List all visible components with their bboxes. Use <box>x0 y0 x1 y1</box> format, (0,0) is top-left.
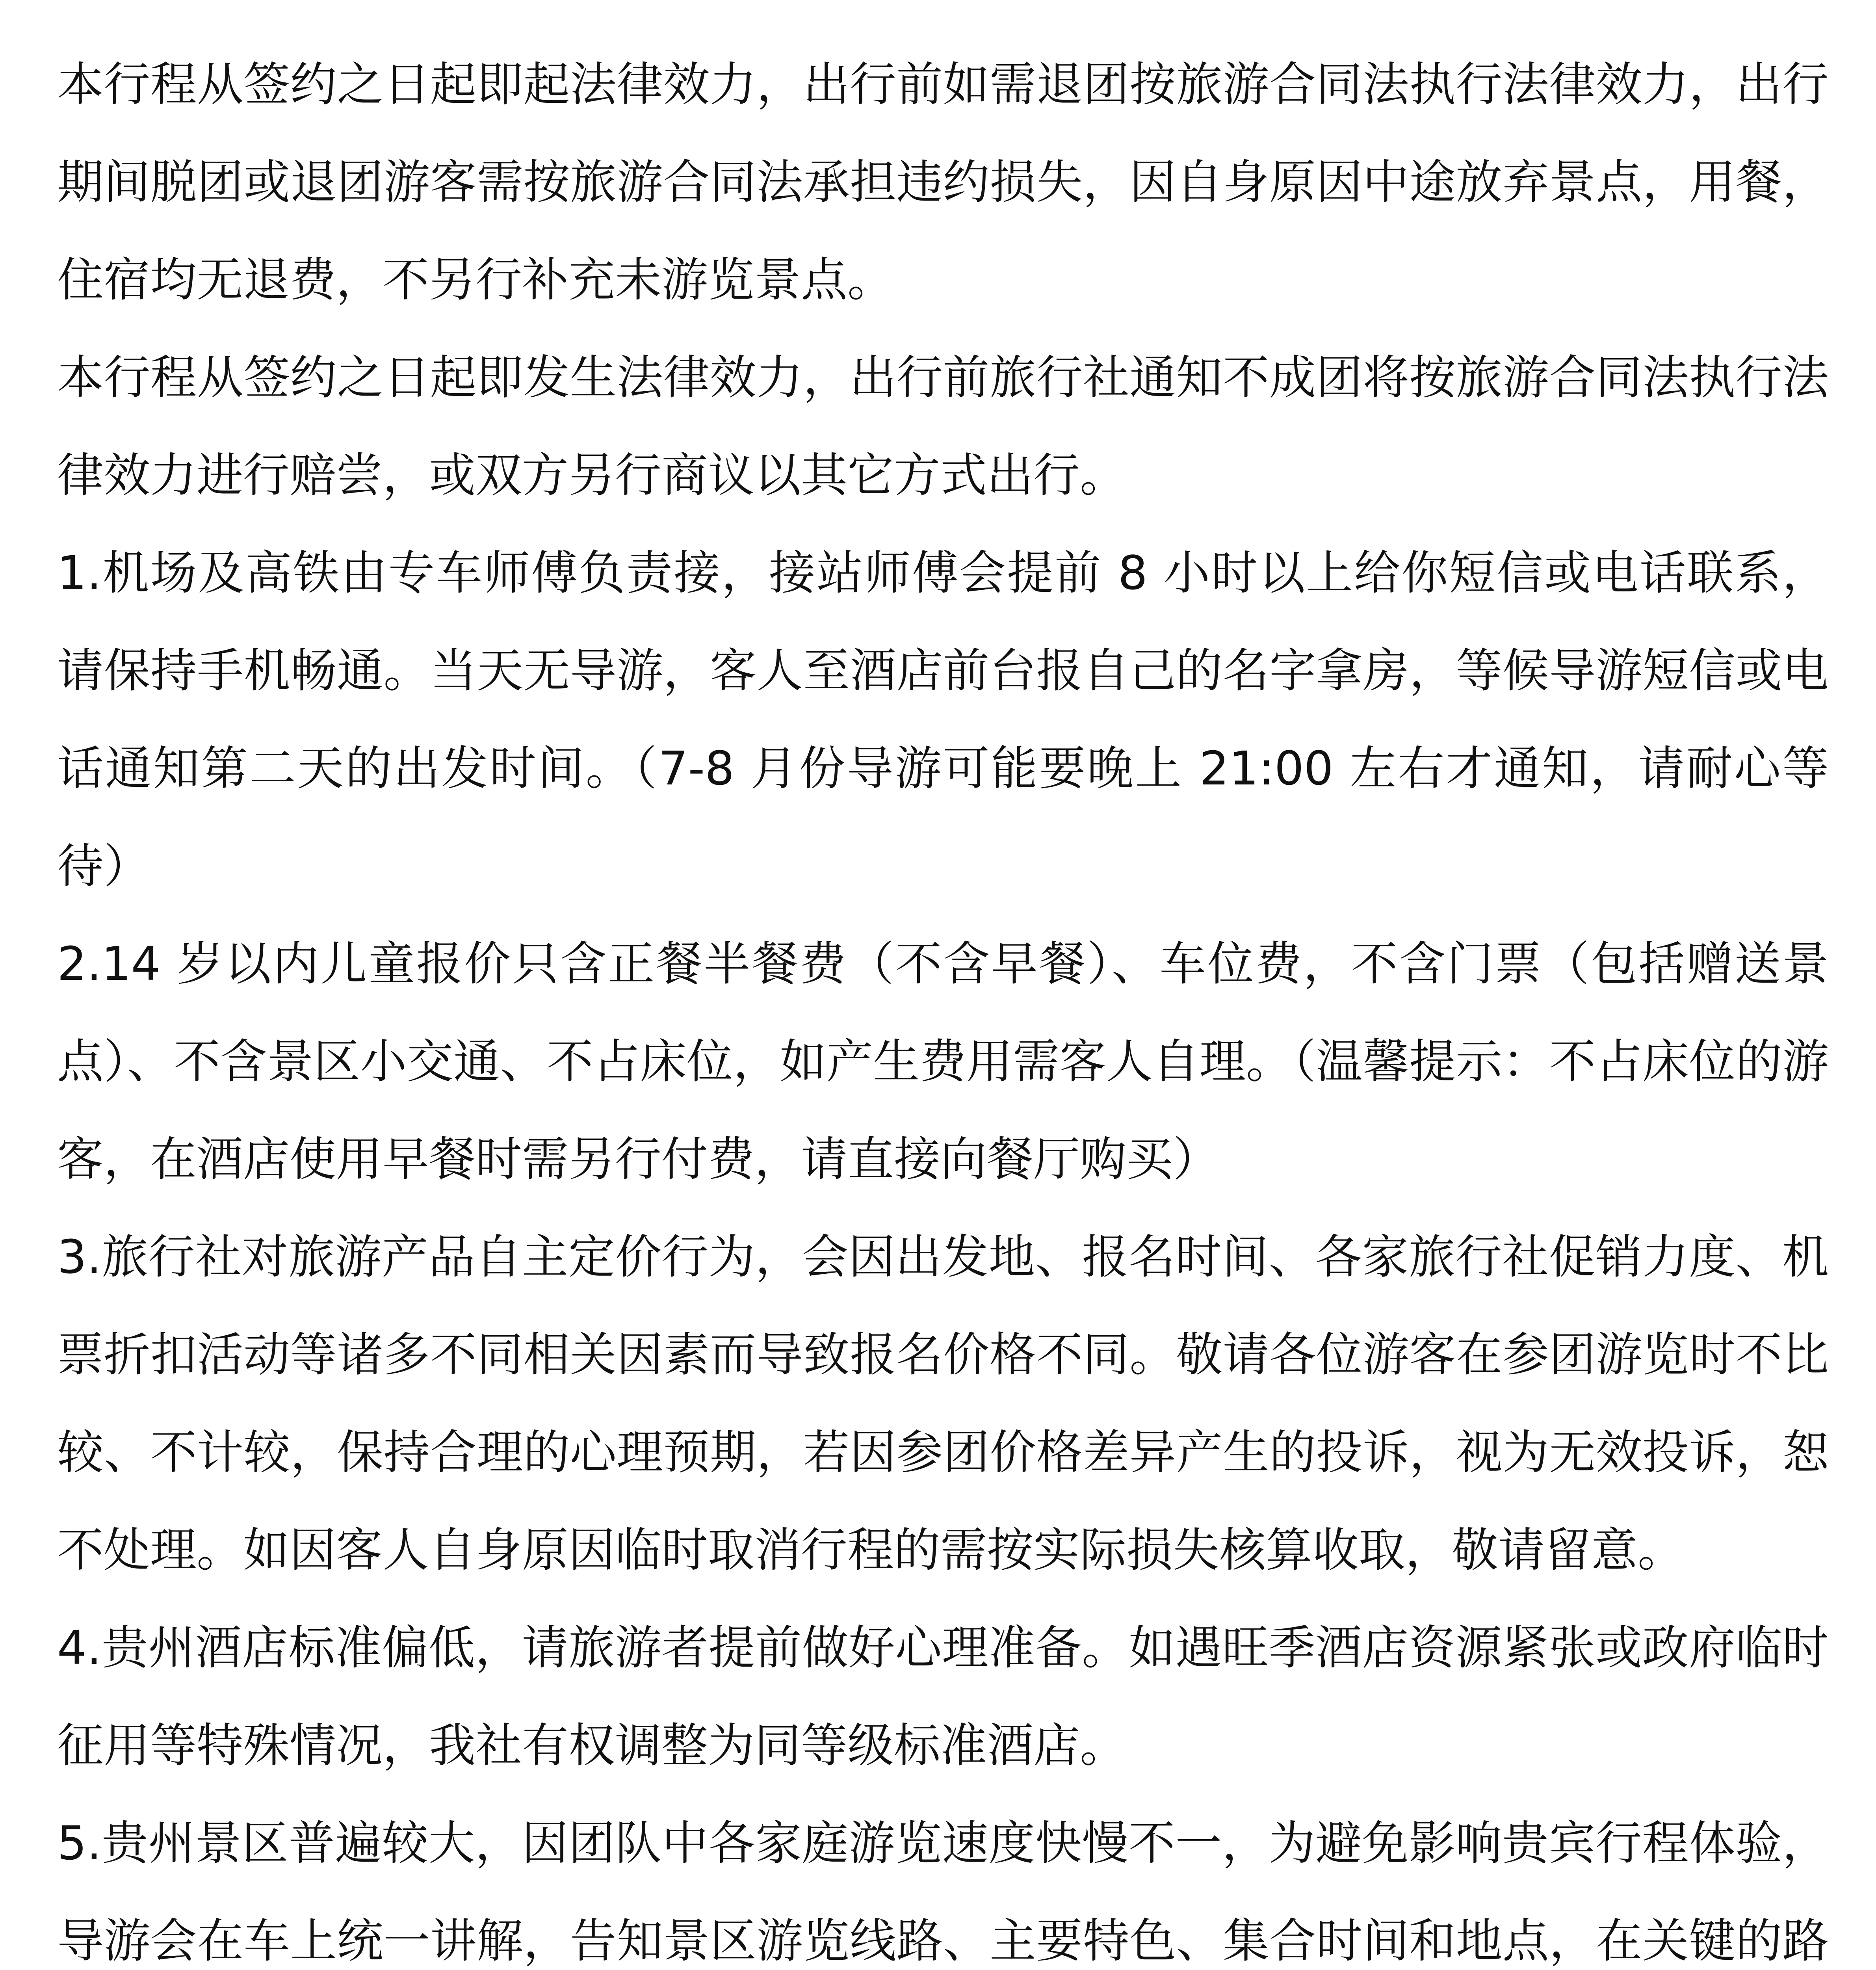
paragraph-note-1-pickup: 1.机场及高铁由专车师傅负责接，接站师傅会提前 8 小时以上给你短信或电话联系，请保持手机畅通。当天无导游，客人至酒店前台报自己的名字拿房，等候导游短信或电话通知第二天的出发时间。（7-8 月份导游可能要晚上 21:00 左右才通知，请耐心等待） <box>57 546 1829 893</box>
paragraph-note-5-scenic-areas: 5.贵州景区普遍较大，因团队中各家庭游览速度快慢不一，为避免影响贵宾行程体验，导游会在车上统一讲解，告知景区游览线路、主要特色、集合时间和地点，在关键的路 <box>57 1816 1829 1968</box>
paragraph-contract-effect: 本行程从签约之日起即起法律效力，出行前如需退团按旅游合同法执行法律效力，出行期间脱团或退团游客需按旅游合同法承担违约损失，因自身原因中途放弃景点，用餐，住宿均无退费，不另行补充未游览景点。 <box>57 57 1829 307</box>
paragraph-note-4-hotels: 4.贵州酒店标准偏低，请旅游者提前做好心理准备。如遇旺季酒店资源紧张或政府临时征用等特殊情况，我社有权调整为同等级标准酒店。 <box>57 1621 1829 1773</box>
paragraph-note-3-pricing: 3.旅行社对旅游产品自主定价行为，会因出发地、报名时间、各家旅行社促销力度、机票折扣活动等诸多不同相关因素而导致报名价格不同。敬请各位游客在参团游览时不比较、不计较，保持合理的心理预期，若因参团价格差异产生的投诉，视为无效投诉，恕不处理。如因客人自身原因临时取消行程的需按实际损失核算收取，敬请留意。 <box>57 1230 1829 1577</box>
paragraph-note-2-children: 2.14 岁以内儿童报价只含正餐半餐费（不含早餐）、车位费，不含门票（包括赠送景点）、不含景区小交通、不占床位，如产生费用需客人自理。（温馨提示：不占床位的游客，在酒店使用早餐时需另行付费，请直接向餐厅购买） <box>57 937 1829 1186</box>
paragraph-group-cancellation: 本行程从签约之日起即发生法律效力，出行前旅行社通知不成团将按旅游合同法执行法律效力进行赔尝，或双方另行商议以其它方式出行。 <box>57 350 1829 502</box>
